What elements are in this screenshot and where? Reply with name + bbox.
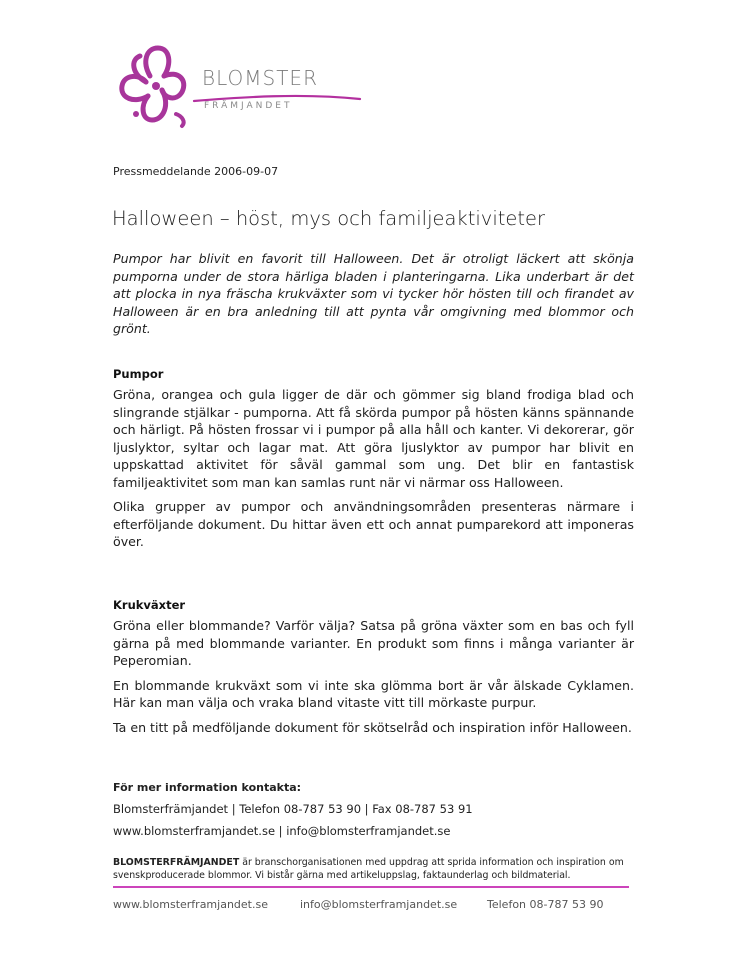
- flower-logo-icon: [112, 42, 192, 132]
- contact-web-line[interactable]: www.blomsterframjandet.se | info@blomsterframjandet.se: [113, 824, 451, 838]
- contact-block: [113, 781, 634, 846]
- footer-divider: [113, 886, 629, 888]
- section-heading: Krukväxter: [113, 598, 186, 612]
- about-text: är branschorganisationen med uppdrag att sprida information och inspiration om svenskproducerade blommor. Vi bistår gärna med artikeluppslag, faktaunderlag och bildmaterial.: [113, 857, 624, 881]
- logo-wordmark: BLOMSTER: [202, 66, 318, 90]
- section-krukvaxter: [113, 598, 634, 743]
- about-organization: [113, 857, 633, 882]
- body-paragraph: Gröna, orangea och gula ligger de där och gömmer sig bland frodiga blad och slingrande stjälkar - pumporna. Att få skörda pumpor på hösten känns spännande och härligt. På hösten frossar vi i pumpor på alla håll och kanter. Vi dekorerar, gör ljuslyktor, syltar och lagar mat. Att göra ljuslyktor av pumpor har blivit en uppskattad aktivitet för såväl gammal som ung. Det blir en fantastisk familjeaktivitet som man kan samlas runt när vi närmar oss Halloween.: [113, 387, 634, 490]
- contact-phone-line: Blomsterfrämjandet | Telefon 08-787 53 90 | Fax 08-787 53 91: [113, 802, 473, 816]
- section-pumpor: [113, 367, 634, 558]
- body-paragraph: En blommande krukväxt som vi inte ska glömma bort är vår älskade Cyklamen. Här kan man välja och vraka bland vitaste vitt till mörkaste purpur.: [113, 677, 634, 710]
- lead-paragraph: Pumpor har blivit en favorit till Halloween. Det är otroligt läckert att skönja pumporna under de stora härliga bladen i planteringarna. Lika underbart är det att plocka in nya fräscha krukväxter som vi tycker hör hösten till och firandet av Halloween är en bra anledning till att pynta vår omgivning med blommor och grönt.: [113, 251, 634, 336]
- footer-website-link[interactable]: www.blomsterframjandet.se: [113, 898, 268, 911]
- footer-email-link[interactable]: info@blomsterframjandet.se: [300, 898, 458, 911]
- press-release-date: Pressmeddelande 2006-09-07: [113, 165, 279, 178]
- body-paragraph: Olika grupper av pumpor och användningsområden presenteras närmare i efterföljande dokument. Du hittar även ett och annat pumparekord att imponeras över.: [113, 499, 634, 549]
- body-paragraph: Gröna eller blommande? Varför välja? Satsa på gröna växter som en bas och fyll gärna på med blommande varianter. En produkt som finns i många varianter är Peperomian.: [113, 618, 634, 668]
- logo: [112, 42, 362, 132]
- footer-phone: Telefon 08-787 53 90: [487, 898, 604, 911]
- page-title: Halloween – höst, mys och familjeaktiviteter: [112, 207, 546, 230]
- section-heading: Pumpor: [113, 367, 164, 381]
- logo-subtitle: FRÄMJANDET: [204, 101, 293, 111]
- body-paragraph: Ta en titt på medföljande dokument för skötselråd och inspiration inför Halloween.: [113, 719, 632, 735]
- contact-heading: För mer information kontakta:: [113, 781, 302, 794]
- about-org-name: BLOMSTERFRÄMJANDET: [113, 857, 240, 868]
